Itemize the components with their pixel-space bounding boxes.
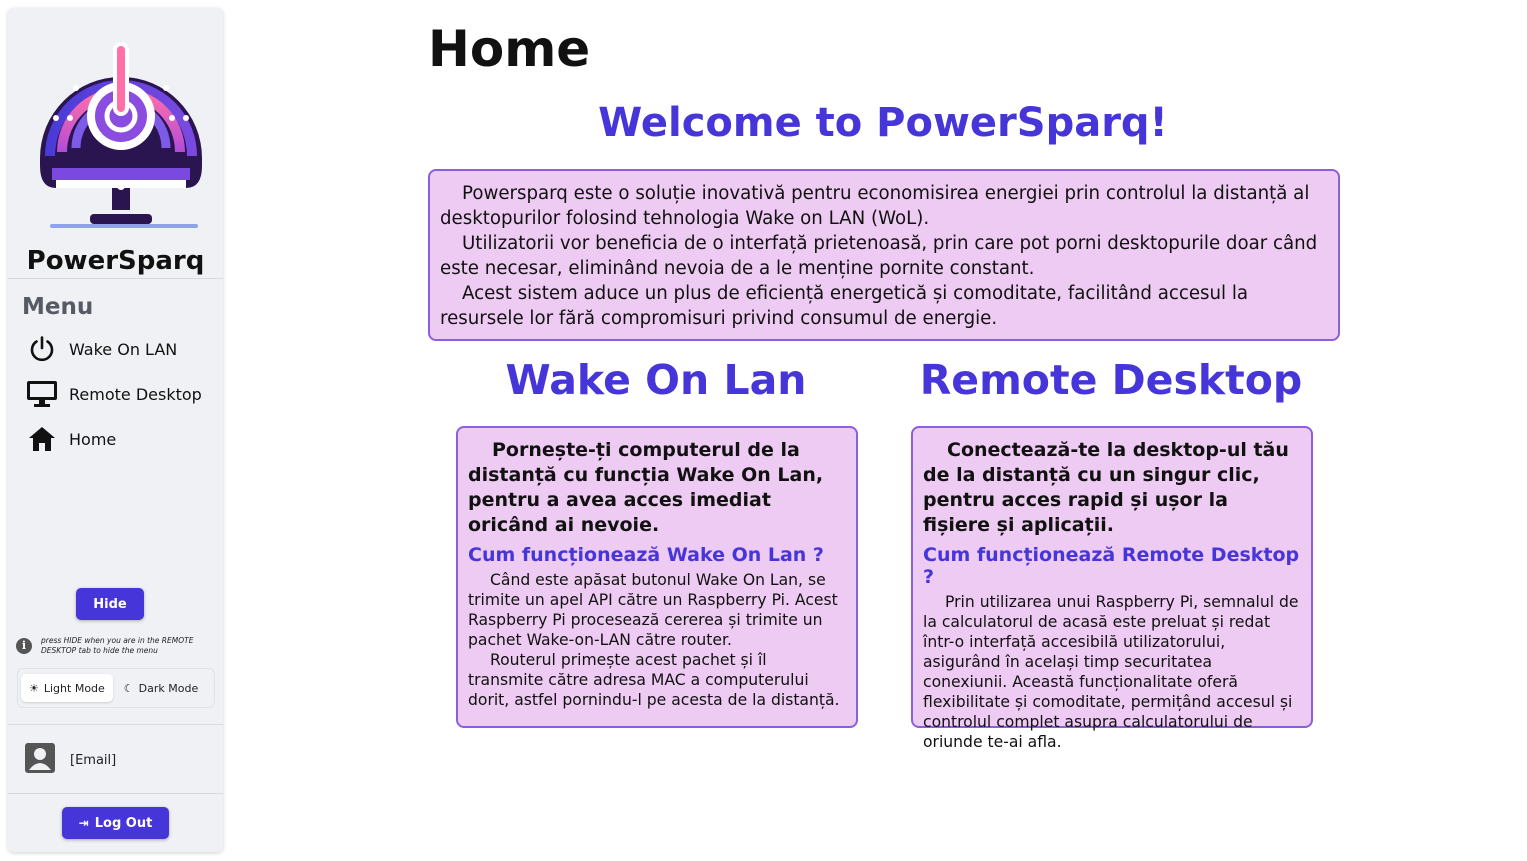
card-lead: Pornește-ți computerul de la distanță cu funcția Wake On Lan, pentru a avea acces imediat oricând ai nevoie.: [468, 439, 824, 536]
sidebar-item-label: Remote Desktop: [69, 384, 202, 404]
card-how-title: Cum funcționează Wake On Lan ?: [468, 544, 824, 566]
brand-name: PowerSparq: [26, 246, 205, 276]
card-how-title: Cum funcționează Remote Desktop ?: [923, 544, 1300, 588]
page-title: Home: [428, 20, 591, 78]
powersparq-logo: [36, 38, 206, 233]
sidebar-divider: [8, 278, 223, 279]
dark-mode-label: Dark Mode: [138, 681, 199, 695]
user-info: [24, 742, 116, 778]
user-avatar-icon: [24, 742, 56, 778]
hide-menu-button[interactable]: Hide: [76, 588, 144, 620]
sidebar: [8, 8, 223, 852]
wake-on-lan-card: [456, 426, 858, 728]
menu-title: Menu: [22, 294, 94, 320]
sidebar-item-wake-on-lan[interactable]: [26, 331, 216, 367]
card-lead: Conectează-te la desktop-ul tău de la distanță cu un singur clic, pentru acces rapid și ușor la fișiere și aplicații.: [923, 439, 1289, 536]
card-body: [923, 592, 1301, 752]
welcome-heading: Welcome to PowerSparq!: [598, 100, 1168, 146]
remote-desktop-heading: Remote Desktop: [919, 356, 1303, 404]
card-paragraph: Routerul primește acest pachet și îl transmite către adresa MAC a computerului dorit, astfel pornindu-l pe acesta de la distanță.: [468, 651, 840, 709]
power-icon: [26, 333, 58, 365]
sidebar-item-home[interactable]: [26, 421, 216, 457]
sun-icon: ☀: [29, 681, 39, 695]
card-body: [468, 570, 846, 710]
dark-mode-button[interactable]: [116, 674, 206, 702]
user-email: [Email]: [70, 752, 117, 768]
card-paragraph: Când este apăsat butonul Wake On Lan, se trimite un apel API către un Raspberry Pi. Acest Raspberry Pi procesează cererea și trimite un pachet Wake-on-LAN către router.: [468, 571, 838, 649]
monitor-icon: [26, 378, 58, 410]
hide-hint: [16, 636, 216, 656]
light-mode-label: Light Mode: [43, 681, 105, 695]
logout-button[interactable]: [62, 807, 169, 839]
sidebar-item-label: Home: [69, 429, 117, 449]
wake-on-lan-heading: Wake On Lan: [505, 356, 807, 404]
sidebar-item-label: Wake On LAN: [69, 339, 178, 359]
logout-icon: ⇥: [78, 816, 89, 830]
logout-label: Log Out: [94, 815, 153, 831]
sidebar-divider: [8, 793, 223, 794]
intro-paragraph: Acest sistem aduce un plus de eficiență energetică și comoditate, facilitând accesul la resursele lor fără compromisuri privind consumul de energie.: [440, 283, 1249, 329]
info-icon: i: [16, 638, 32, 654]
card-paragraph: Prin utilizarea unui Raspberry Pi, semnalul de la calculatorul de acasă este preluat și redat într-o interfață accesibilă utilizatorului, asigurând în același timp securitatea conexiunii. Această funcționalitate oferă flexibilitate și comoditate, permițând accesul și controlul complet asupra calculatorului de oriunde te-ai afla.: [923, 593, 1299, 751]
intro-box: [428, 169, 1340, 341]
intro-paragraph: Utilizatorii vor beneficia de o interfață prietenoasă, prin care pot porni desktopurile doar când este necesar, eliminând nevoia de a le menține pornite constant.: [440, 233, 1318, 279]
sidebar-divider: [8, 724, 223, 725]
home-icon: [26, 423, 58, 455]
hint-text: press HIDE when you are in the REMOTE DESKTOP tab to hide the menu: [41, 636, 194, 655]
sidebar-item-remote-desktop[interactable]: [26, 376, 216, 412]
moon-icon: ☾: [123, 681, 134, 695]
intro-paragraph: Powersparq este o soluție inovativă pentru economisirea energiei prin controlul la distanță al desktopurilor folosind tehnologia Wake on LAN (WoL).: [440, 183, 1310, 229]
theme-mode-toggle: [17, 668, 215, 708]
remote-desktop-card: [911, 426, 1313, 751]
light-mode-button[interactable]: [21, 674, 113, 702]
